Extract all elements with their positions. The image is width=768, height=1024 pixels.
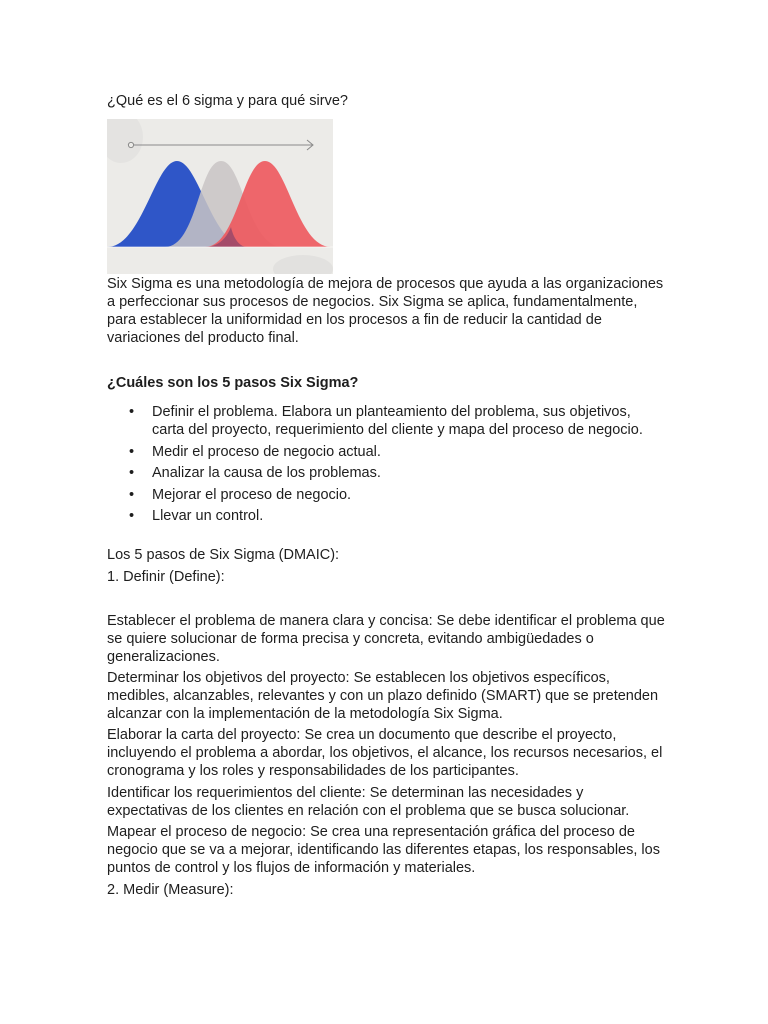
list-item: • Definir el problema. Elabora un planteamiento del problema, sus objetivos, carta del proyecto, requerimiento del cliente y mapa del proceso de negocio.	[129, 404, 643, 438]
bullet-icon: •	[129, 508, 135, 524]
list-item: • Llevar un control.	[129, 508, 264, 524]
measure-heading: 2. Medir (Measure):	[107, 882, 234, 898]
steps-heading: ¿Cuáles son los 5 pasos Six Sigma?	[107, 375, 359, 391]
define-item: Determinar los objetivos del proyecto: Se establecen los objetivos específicos, medibles, alcanzables, relevantes y con un plazo definido (SMART) que se pretenden alcanzar con la implementación de la metodología Six Sigma.	[107, 670, 659, 722]
list-item: • Analizar la causa de los problemas.	[129, 465, 381, 481]
bullet-icon: •	[129, 404, 135, 420]
define-heading: 1. Definir (Define):	[107, 569, 225, 585]
dmaic-heading: Los 5 pasos de Six Sigma (DMAIC):	[107, 547, 340, 563]
define-item: Establecer el problema de manera clara y concisa: Se debe identificar el problema que se quiere solucionar de forma precisa y concreta, evitando ambigüedades o generalizaciones.	[107, 613, 665, 665]
bell-curves-illustration	[107, 119, 333, 274]
list-item: • Mejorar el proceso de negocio.	[129, 486, 352, 503]
define-item: Elaborar la carta del proyecto: Se crea un documento que describe el proyecto, incluyendo el problema a abordar, los objetivos, el alcance, los recursos necesarios, el cronograma y los roles y responsabilidades de los participantes.	[107, 727, 663, 779]
steps-list	[107, 403, 667, 529]
define-item: Mapear el proceso de negocio: Se crea una representación gráfica del proceso de negocio que se va a mejorar, identificando las diferentes etapas, los responsables, los puntos de control y los flujos de información y materiales.	[107, 824, 660, 876]
bullet-icon: •	[129, 465, 135, 481]
list-item: • Medir el proceso de negocio actual.	[129, 443, 381, 460]
bullet-icon: •	[129, 486, 135, 503]
intro-paragraph: Six Sigma es una metodología de mejora de procesos que ayuda a las organizaciones a perfeccionar sus procesos de negocios. Six Sigma se aplica, fundamentalmente, para establecer la uniformidad en los procesos a fin de reducir la cantidad de variaciones del producto final.	[107, 276, 664, 346]
define-item: Identificar los requerimientos del cliente: Se determinan las necesidades y expectativas de los clientes en relación con el problema que se busca solucionar.	[107, 785, 630, 819]
bell-curves-icon	[107, 119, 333, 274]
bullet-icon: •	[129, 443, 135, 460]
page-title: ¿Qué es el 6 sigma y para qué sirve?	[107, 93, 348, 109]
